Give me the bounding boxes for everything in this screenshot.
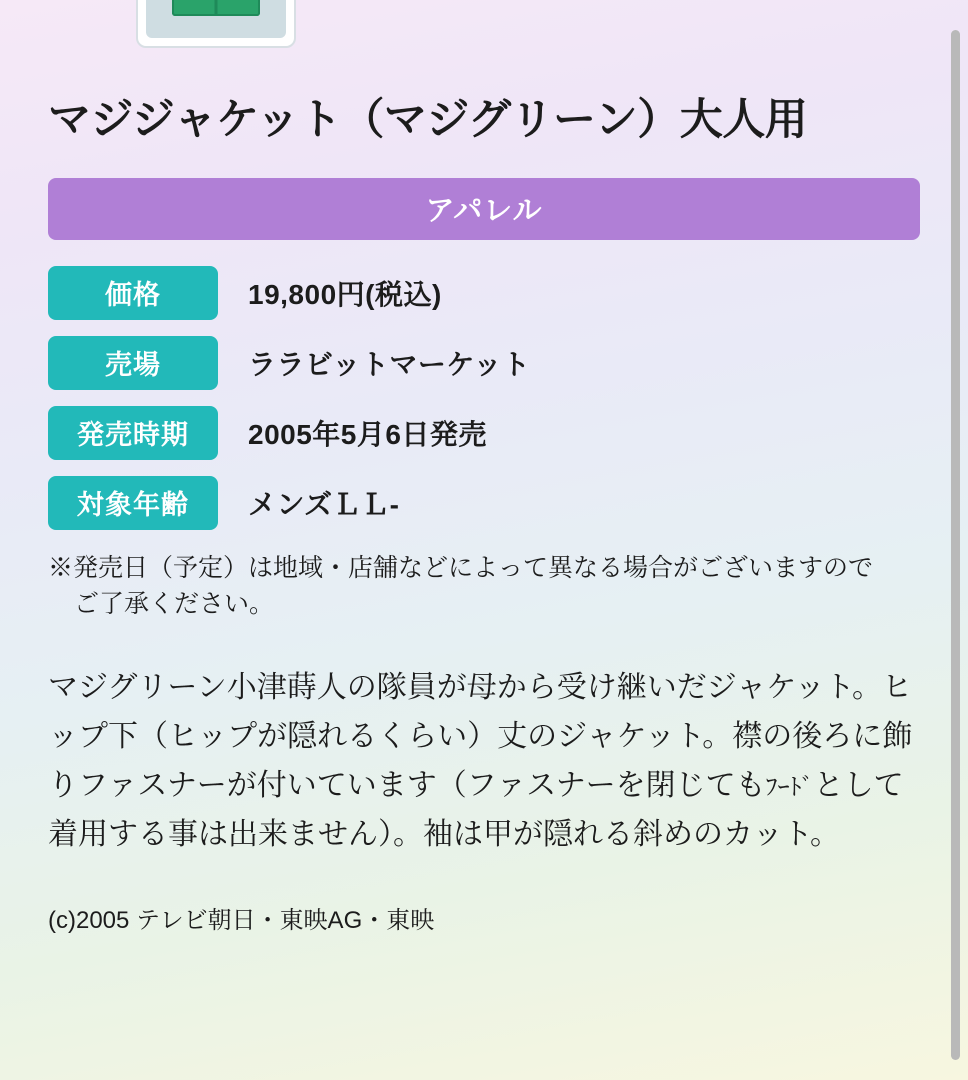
page-title: マジジャケット（マジグリーン）大人用 [48,96,808,144]
description-small-kana: ﾌｰﾄﾞ [765,774,814,802]
spec-value-price: 19,800円(税込) [248,278,442,310]
spec-label-target-age: 対象年齢 [48,476,218,530]
spec-label-price: 価格 [48,266,218,320]
table-row [48,406,920,460]
release-note-line1: ※発売日（予定）は地域・店舗などによって異なる場合がございますので [48,553,874,582]
page-scrollbar-track[interactable] [954,0,964,1080]
release-note [48,550,920,623]
spec-value-release-date: 2005年5月6日発売 [248,418,487,450]
category-badge: アパレル [48,178,920,240]
description-part-1: マジグリーン小津蒔人の隊員が母から受け継いだジャケット。ヒップ下（ヒップが隠れるくらい）丈のジャケット。襟の後ろに飾りファスナーが付いています（ファスナーを閉じても [48,671,913,803]
table-row [48,476,920,530]
spec-label-store: 売場 [48,336,218,390]
table-row [48,336,920,390]
description-part-2: として着用する事は出来ません）。袖は甲が隠れる斜めのカット。 [48,769,904,851]
spec-table [48,266,920,530]
page-scrollbar-thumb[interactable] [951,30,960,1060]
spec-value-store: ララビットマーケット [248,348,531,380]
release-note-line2: ご了承ください。 [74,590,275,618]
product-description [48,664,920,860]
spec-label-release-date: 発売時期 [48,406,218,460]
copyright-text: (c)2005 テレビ朝日・東映AG・東映 [48,906,435,934]
table-row [48,266,920,320]
spec-value-target-age: メンズＬＬ- [248,488,400,520]
